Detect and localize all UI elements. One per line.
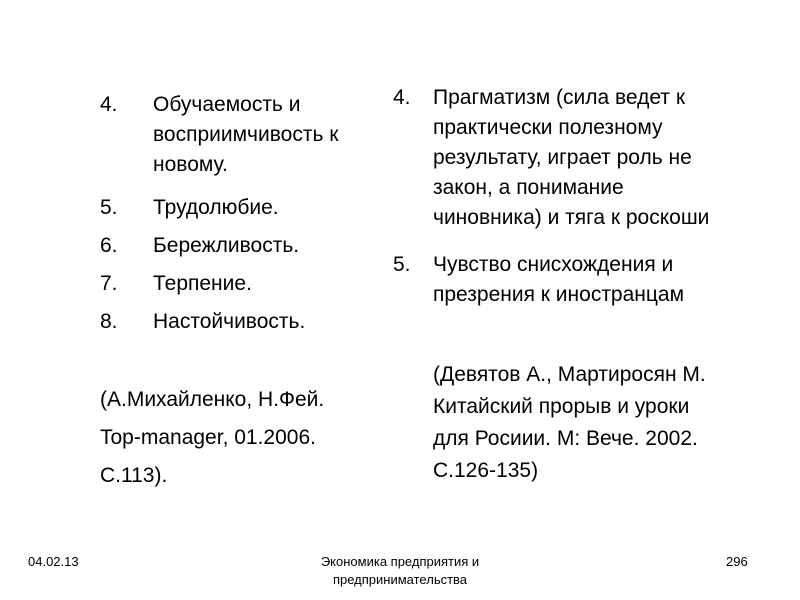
list-text-line: чиновника) и тяга к роскоши: [433, 206, 710, 229]
list-text-line: Настойчивость.: [153, 310, 306, 333]
list-number: 4.: [100, 93, 118, 116]
list-text-line: Трудолюбие.: [153, 196, 279, 219]
list-number: 5.: [100, 196, 118, 219]
list-number: 8.: [100, 310, 118, 333]
footer-subject: [250, 553, 550, 589]
list-number: 5.: [393, 253, 411, 276]
list-text-line: Чувство снисхождения и: [433, 253, 674, 276]
citation-line: С.126-135): [433, 459, 539, 482]
list-number: 6.: [100, 234, 118, 257]
footer-subject-line: предпринимательства: [332, 572, 468, 587]
citation-line: (А.Михайленко, Н.Фей.: [100, 388, 325, 411]
citation-line: для Росиии. М: Вече. 2002.: [433, 427, 698, 450]
citation-line: Китайский прорыв и уроки: [433, 395, 690, 418]
footer-subject-line: Экономика предприятия и: [320, 554, 480, 569]
list-text-line: Терпение.: [153, 272, 252, 295]
page-number: 296: [726, 554, 748, 569]
list-number: 7.: [100, 272, 118, 295]
citation-line: С.113).: [100, 464, 168, 487]
list-text-line: результату, играет роль не: [433, 146, 692, 169]
list-text-line: закон, а понимание: [433, 176, 624, 199]
citation-line: Top-manager, 01.2006.: [100, 426, 316, 449]
list-text-line: презрения к иностранцам: [433, 283, 685, 306]
list-text-line: восприимчивость к: [153, 123, 339, 146]
list-text-line: Бережливость.: [153, 234, 300, 257]
citation-line: (Девятов А., Мартиросян М.: [433, 363, 706, 386]
list-text-line: Обучаемость и: [153, 93, 301, 116]
list-text-line: Прагматизм (сила ведет к: [433, 86, 686, 109]
list-number: 4.: [393, 86, 411, 109]
list-text-line: новому.: [153, 153, 228, 176]
footer-date: 04.02.13: [28, 554, 79, 569]
list-text-line: практически полезному: [433, 116, 663, 139]
